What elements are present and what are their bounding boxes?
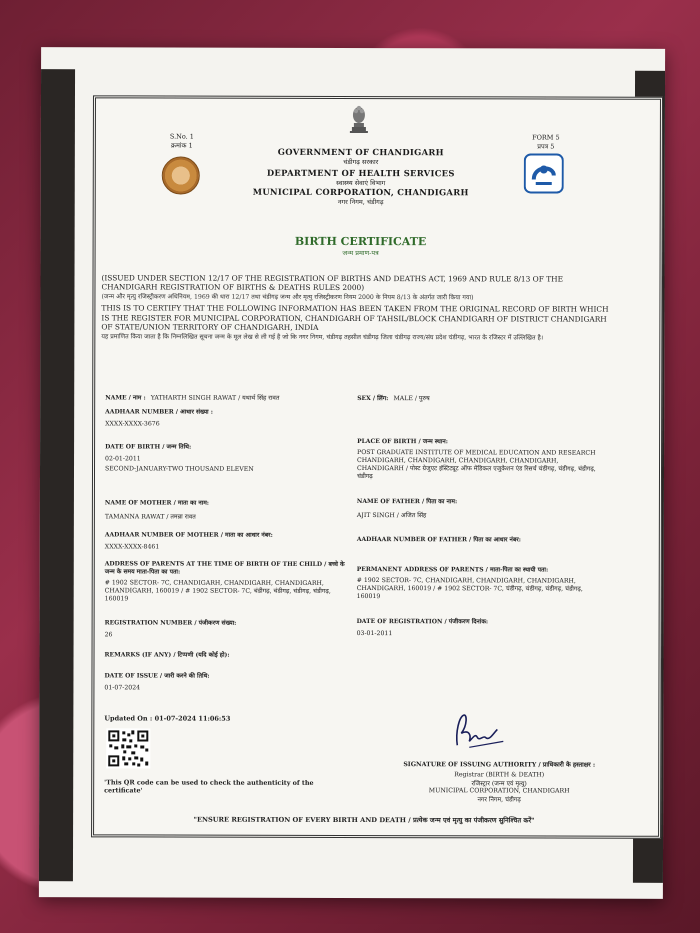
left-dark-band [39, 69, 75, 881]
pob-label: PLACE OF BIRTH / जन्म स्थान: [357, 438, 448, 446]
issued-statement: (ISSUED UNDER SECTION 12/17 OF THE REGISTRATION OF BIRTHS AND DEATHS ACT, 1969 AND RULE 8/13 OF THE CHANDIGARH REGISTRATION OF BIRTHS & DEATHS RULES 2000) [101, 273, 563, 293]
permanent-address-value: # 1902 SECTOR- 7C, CHANDIGARH, CHANDIGARH, CHANDIGARH, CHANDIGARH, 160019 / # 1902 SECTOR- 7C, चंडीगढ़, चंडीगढ़, चंडीगढ़, चंडीगढ़, 160019 [356, 577, 583, 601]
registration-date-label: DATE OF REGISTRATION / पंजीकरण दिनांक: [356, 618, 489, 626]
signature-corporation-hindi: नगर निगम, चंडीगढ़ [477, 796, 521, 804]
national-emblem-icon [348, 103, 370, 135]
qr-code-icon[interactable] [106, 728, 150, 768]
mother-field [105, 498, 345, 521]
father-value: AJIT SINGH / अजित सिंह [356, 512, 427, 520]
registration-number-label: REGISTRATION NUMBER / पंजीकरण संख्या: [104, 619, 237, 627]
father-field [357, 497, 597, 520]
birth-address-label: ADDRESS OF PARENTS AT THE TIME OF BIRTH OF THE CHILD / बच्चे के जन्म के समय माता-पिता का पता: [104, 560, 345, 576]
serial-hindi: क्रमांक 1 [170, 141, 193, 150]
registration-number-value: 26 [104, 631, 113, 639]
certify-statement: THIS IS TO CERTIFY THAT THE FOLLOWING INFORMATION HAS BEEN TAKEN FROM THE ORIGINAL RECORD OF BIRTH WHICH IS THE REGISTER FOR MUNICIPAL CORPORATION, CHANDIGARH OF TAHSIL/BLOCK CHANDIGARH OF DISTRICT CHANDIGARH OF STATE/UNION TERRITORY OF CHANDIGARH, INDIA [101, 303, 609, 332]
signature-corporation: MUNICIPAL CORPORATION, CHANDIGARH [428, 787, 570, 795]
pob-field [357, 437, 602, 482]
updated-timestamp: Updated On : 01-07-2024 11:06:53 [104, 714, 231, 723]
issued-statement-hindi: (जन्म और मृत्यु रजिस्ट्रीकरण अधिनियम, 1969 की धारा 12/17 तथा चंडीगढ़ जन्म और मृत्यु रजिस्ट्रीकरण नियम 2000 के नियम 8/13 के अंतर्गत जारी किया गया) [101, 293, 474, 302]
signature-icon [449, 711, 505, 751]
remarks-field [105, 650, 345, 659]
issue-date-field [104, 671, 344, 692]
certificate-frame [91, 95, 663, 838]
serial-label: S.No. 1 [169, 132, 194, 141]
aadhaar-value: XXXX-XXXX-3676 [105, 420, 160, 428]
pob-value: POST GRADUATE INSTITUTE OF MEDICAL EDUCATION AND RESEARCH CHANDIGARH, CHANDIGARH, CHANDIGARH, CHANDIGARH, CHANDIGARH / पोस्ट ग्रेजुएट इंस्टिट्यूट ऑफ मेडिकल एजुकेशन एंड रिसर्च चंडीगढ़, चंडीगढ़, चंडीगढ़, चंडीगढ़ [356, 449, 596, 481]
qr-note: 'This QR code can be used to check the authenticity of the certificate' [104, 778, 314, 795]
serial-number [152, 132, 212, 149]
permanent-address-field [357, 565, 602, 602]
corporation-title-hindi: नगर निगम, चंडीगढ़ [337, 197, 384, 207]
registrar-title-hindi: रजिस्ट्रार (जन्म एवं मृत्यु) [471, 780, 527, 788]
sex-label: SEX / लिंग: [357, 395, 389, 403]
name-value: YATHARTH SINGH RAWAT / यथार्थ सिंह रावत [150, 394, 280, 402]
department-title-hindi: स्वास्थ्य सेवाएं विभाग [336, 178, 386, 188]
registrar-title: Registrar (BIRTH & DEATH) [454, 771, 545, 779]
registration-date-value: 03-01-2011 [356, 630, 393, 638]
mother-label: NAME OF MOTHER / माता का नाम: [104, 499, 210, 507]
registration-number-field [105, 618, 345, 639]
registration-date-field [357, 617, 597, 638]
mother-value: TAMANNA RAWAT / तमन्ना रावत [104, 513, 196, 521]
government-title: GOVERNMENT OF CHANDIGARH [277, 146, 444, 158]
name-field [105, 384, 345, 404]
dob-label: DATE OF BIRTH / जन्म तिथि: [105, 443, 192, 451]
certify-statement-hindi: यह प्रमाणित किया जाता है कि निम्नलिखित सूचना जन्म के मूल लेख से ली गई है जो कि नगर निगम, चंडीगढ़ तहसील चंडीगढ़ जिला चंडीगढ़ राज्य/संघ प्रदेश चंडीगढ़, भारत के रजिस्टर में उल्लिखित है। [101, 333, 544, 342]
sex-value: MALE / पुरुष [393, 395, 430, 403]
name-label: NAME / नाम : [105, 394, 146, 402]
birth-registration-logo-icon [524, 153, 564, 193]
paper-sheet [39, 47, 665, 899]
registration-slogan: "ENSURE REGISTRATION OF EVERY BIRTH AND DEATH / प्रत्येक जन्म एवं मृत्यु का पंजीकरण सुनिश्चित करें" [193, 815, 535, 825]
certificate-heading [246, 235, 476, 258]
intro-block [101, 273, 611, 342]
birth-address-value: # 1902 SECTOR- 7C, CHANDIGARH, CHANDIGARH, CHANDIGARH, CHANDIGARH, 160019 / # 1902 SECTOR- 7C, चंडीगढ़, चंडीगढ़, चंडीगढ़, चंडीगढ़, 160019 [104, 579, 331, 603]
permanent-address-label: PERMANENT ADDRESS OF PARENTS / माता-पिता का स्थायी पता: [356, 566, 549, 574]
remarks-label: REMARKS (IF ANY) / टिप्पणी (यदि कोई हो): [104, 651, 230, 659]
certificate-title-hindi: जन्म प्रमाण-पत्र [342, 248, 379, 258]
sex-field [357, 385, 597, 405]
dob-field [105, 442, 345, 473]
aadhaar-field [105, 407, 345, 428]
municipal-seal-icon [162, 157, 200, 195]
form-label: FORM 5 [532, 133, 560, 142]
dob-value: 02-01-2011 [105, 455, 141, 463]
government-title-hindi: चंडीगढ़ सरकार [343, 157, 379, 167]
birth-address-field [105, 560, 345, 604]
mother-aadhaar-value: XXXX-XXXX-8461 [104, 543, 160, 551]
dob-words: SECOND-JANUARY-TWO THOUSAND ELEVEN [105, 465, 254, 473]
aadhaar-label: AADHAAR NUMBER / आधार संख्या : [105, 408, 213, 416]
certificate-title: BIRTH CERTIFICATE [294, 234, 427, 249]
signature-label: SIGNATURE OF ISSUING AUTHORITY / प्राधिकारी के हस्ताक्षर : [403, 761, 596, 769]
department-title: DEPARTMENT OF HEALTH SERVICES [266, 167, 455, 179]
issue-date-value: 01-07-2024 [104, 684, 141, 692]
mother-aadhaar-field [105, 530, 345, 551]
father-aadhaar-field [357, 535, 597, 544]
signature-block [384, 759, 614, 804]
father-label: NAME OF FATHER / पिता का नाम: [356, 498, 458, 506]
form-number [516, 133, 576, 150]
header-block [246, 147, 476, 207]
corporation-title: MUNICIPAL CORPORATION, CHANDIGARH [252, 186, 469, 198]
mother-aadhaar-label: AADHAAR NUMBER OF MOTHER / माता का आधार नंबर: [104, 531, 273, 539]
form-hindi: प्रपत्र 5 [537, 142, 555, 151]
issue-date-label: DATE OF ISSUE / जारी करने की तिथि: [104, 672, 210, 680]
father-aadhaar-label: AADHAAR NUMBER OF FATHER / पिता का आधार नंबर: [356, 536, 521, 544]
